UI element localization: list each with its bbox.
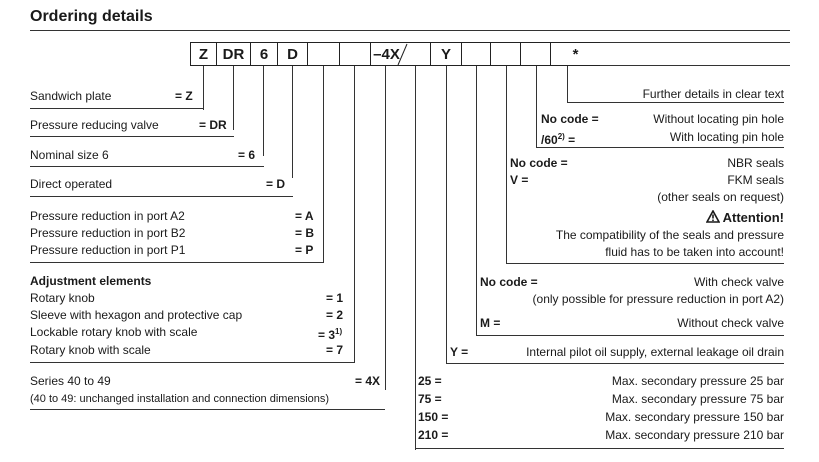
connector-line: [263, 66, 264, 156]
row-code: = 2: [326, 308, 344, 322]
attention-text: fluid has to be taken into account!: [605, 245, 784, 259]
code-row-top-rule: [600, 42, 790, 43]
slash-mark: [395, 42, 411, 66]
code-cell: Y: [430, 42, 462, 66]
code-cell: DR: [216, 42, 251, 66]
series-label: Series 40 to 49: [30, 374, 111, 388]
pressure-desc: Max. secondary pressure 210 bar: [605, 428, 784, 442]
pressure-code: 150 =: [418, 410, 449, 424]
row-rule: [30, 362, 355, 363]
connector-line: [536, 66, 537, 148]
row-code: = P: [295, 243, 314, 257]
row-label: Pressure reduction in port B2: [30, 226, 186, 240]
row-rule: [30, 166, 264, 167]
row-rule: [30, 136, 234, 137]
page-title: Ordering details: [30, 8, 153, 25]
row-code: = A: [295, 209, 314, 223]
connector-line: [476, 66, 477, 336]
check-desc: Without check valve: [677, 316, 784, 330]
row-code: = D: [266, 177, 286, 191]
row-label: Rotary knob: [30, 291, 95, 305]
pressure-code: 75 =: [418, 392, 442, 406]
row-label: Rotary knob with scale: [30, 343, 151, 357]
seal-desc: FKM seals: [727, 173, 784, 187]
attention-heading: Attention!: [706, 210, 784, 225]
warning-triangle-icon: [706, 210, 720, 223]
row-code: = 7: [326, 343, 344, 357]
row-code: = DR: [199, 118, 227, 132]
pressure-code: 210 =: [418, 428, 449, 442]
pin-desc: Without locating pin hole: [653, 112, 784, 126]
row-rule: [30, 409, 385, 410]
further-details: Further details in clear text: [642, 87, 784, 101]
row-rule: [30, 262, 324, 263]
pressure-desc: Max. secondary pressure 75 bar: [611, 392, 784, 406]
code-cell: *: [550, 42, 600, 66]
row-rule: [446, 363, 784, 364]
row-rule: [476, 335, 784, 336]
row-label: Sandwich plate: [30, 89, 112, 103]
connector-line: [385, 66, 386, 390]
row-label: Pressure reducing valve: [30, 118, 159, 132]
row-label: Nominal size 6: [30, 148, 109, 162]
connector-line: [446, 66, 447, 364]
row-label: Lockable rotary knob with scale: [30, 325, 198, 339]
connector-line: [354, 66, 355, 362]
seal-note: (other seals on request): [657, 190, 784, 204]
pin-desc: With locating pin hole: [669, 130, 784, 144]
row-label: Pressure reduction in port P1: [30, 243, 186, 257]
code-cell: [339, 42, 371, 66]
attention-text: The compatibility of the seals and pressure: [555, 228, 784, 242]
row-label: Direct operated: [30, 177, 113, 191]
check-code: M =: [480, 316, 501, 330]
row-code: = 4X: [355, 374, 381, 388]
connector-line: [233, 66, 234, 130]
code-cell: [461, 42, 491, 66]
row-rule: [30, 196, 293, 197]
y-desc: Internal pilot oil supply, external leakage oil drain: [526, 345, 784, 359]
connector-line: [203, 66, 204, 110]
pin-code: No code =: [541, 112, 599, 126]
code-cell: [490, 42, 521, 66]
row-code: = Z: [175, 89, 193, 103]
row-rule: [415, 448, 784, 449]
pin-code: /60$^{2)}$ =: [541, 132, 576, 147]
code-cell: 6: [250, 42, 278, 66]
seal-desc: NBR seals: [727, 156, 784, 170]
row-code: = B: [295, 226, 315, 240]
connector-line: [567, 66, 568, 102]
connector-line: [506, 66, 507, 264]
code-cell: –4X: [370, 42, 402, 66]
seal-code: V =: [510, 173, 529, 187]
adjust-heading: Adjustment elements: [30, 274, 152, 288]
connector-line: [415, 66, 416, 450]
check-desc: With check valve: [693, 275, 784, 289]
row-code: = 1: [326, 291, 344, 305]
y-code: Y =: [450, 345, 469, 359]
row-label: Pressure reduction in port A2: [30, 209, 185, 223]
code-cell: D: [277, 42, 308, 66]
code-cell: [520, 42, 551, 66]
pressure-desc: Max. secondary pressure 150 bar: [605, 410, 784, 424]
row-code: = 6: [238, 148, 256, 162]
series-note: (40 to 49: unchanged installation and connection dimensions): [30, 393, 330, 405]
connector-line: [292, 66, 293, 178]
row-label: Sleeve with hexagon and protective cap: [30, 308, 243, 322]
pressure-code: 25 =: [418, 374, 442, 388]
row-rule: [30, 108, 204, 109]
code-row-bottom-rule: [600, 65, 790, 66]
row-rule: [536, 147, 784, 148]
row-rule: [567, 102, 784, 103]
check-note: (only possible for pressure reduction in port A2): [532, 292, 784, 306]
code-cell: [307, 42, 340, 66]
row-rule: [506, 263, 784, 264]
check-code: No code =: [480, 275, 538, 289]
row-code: = $3^{1)}$: [318, 327, 343, 342]
seal-code: No code =: [510, 156, 568, 170]
title-rule: [30, 30, 790, 31]
connector-line: [323, 66, 324, 262]
pressure-desc: Max. secondary pressure 25 bar: [611, 374, 784, 388]
code-cell: Z: [190, 42, 217, 66]
